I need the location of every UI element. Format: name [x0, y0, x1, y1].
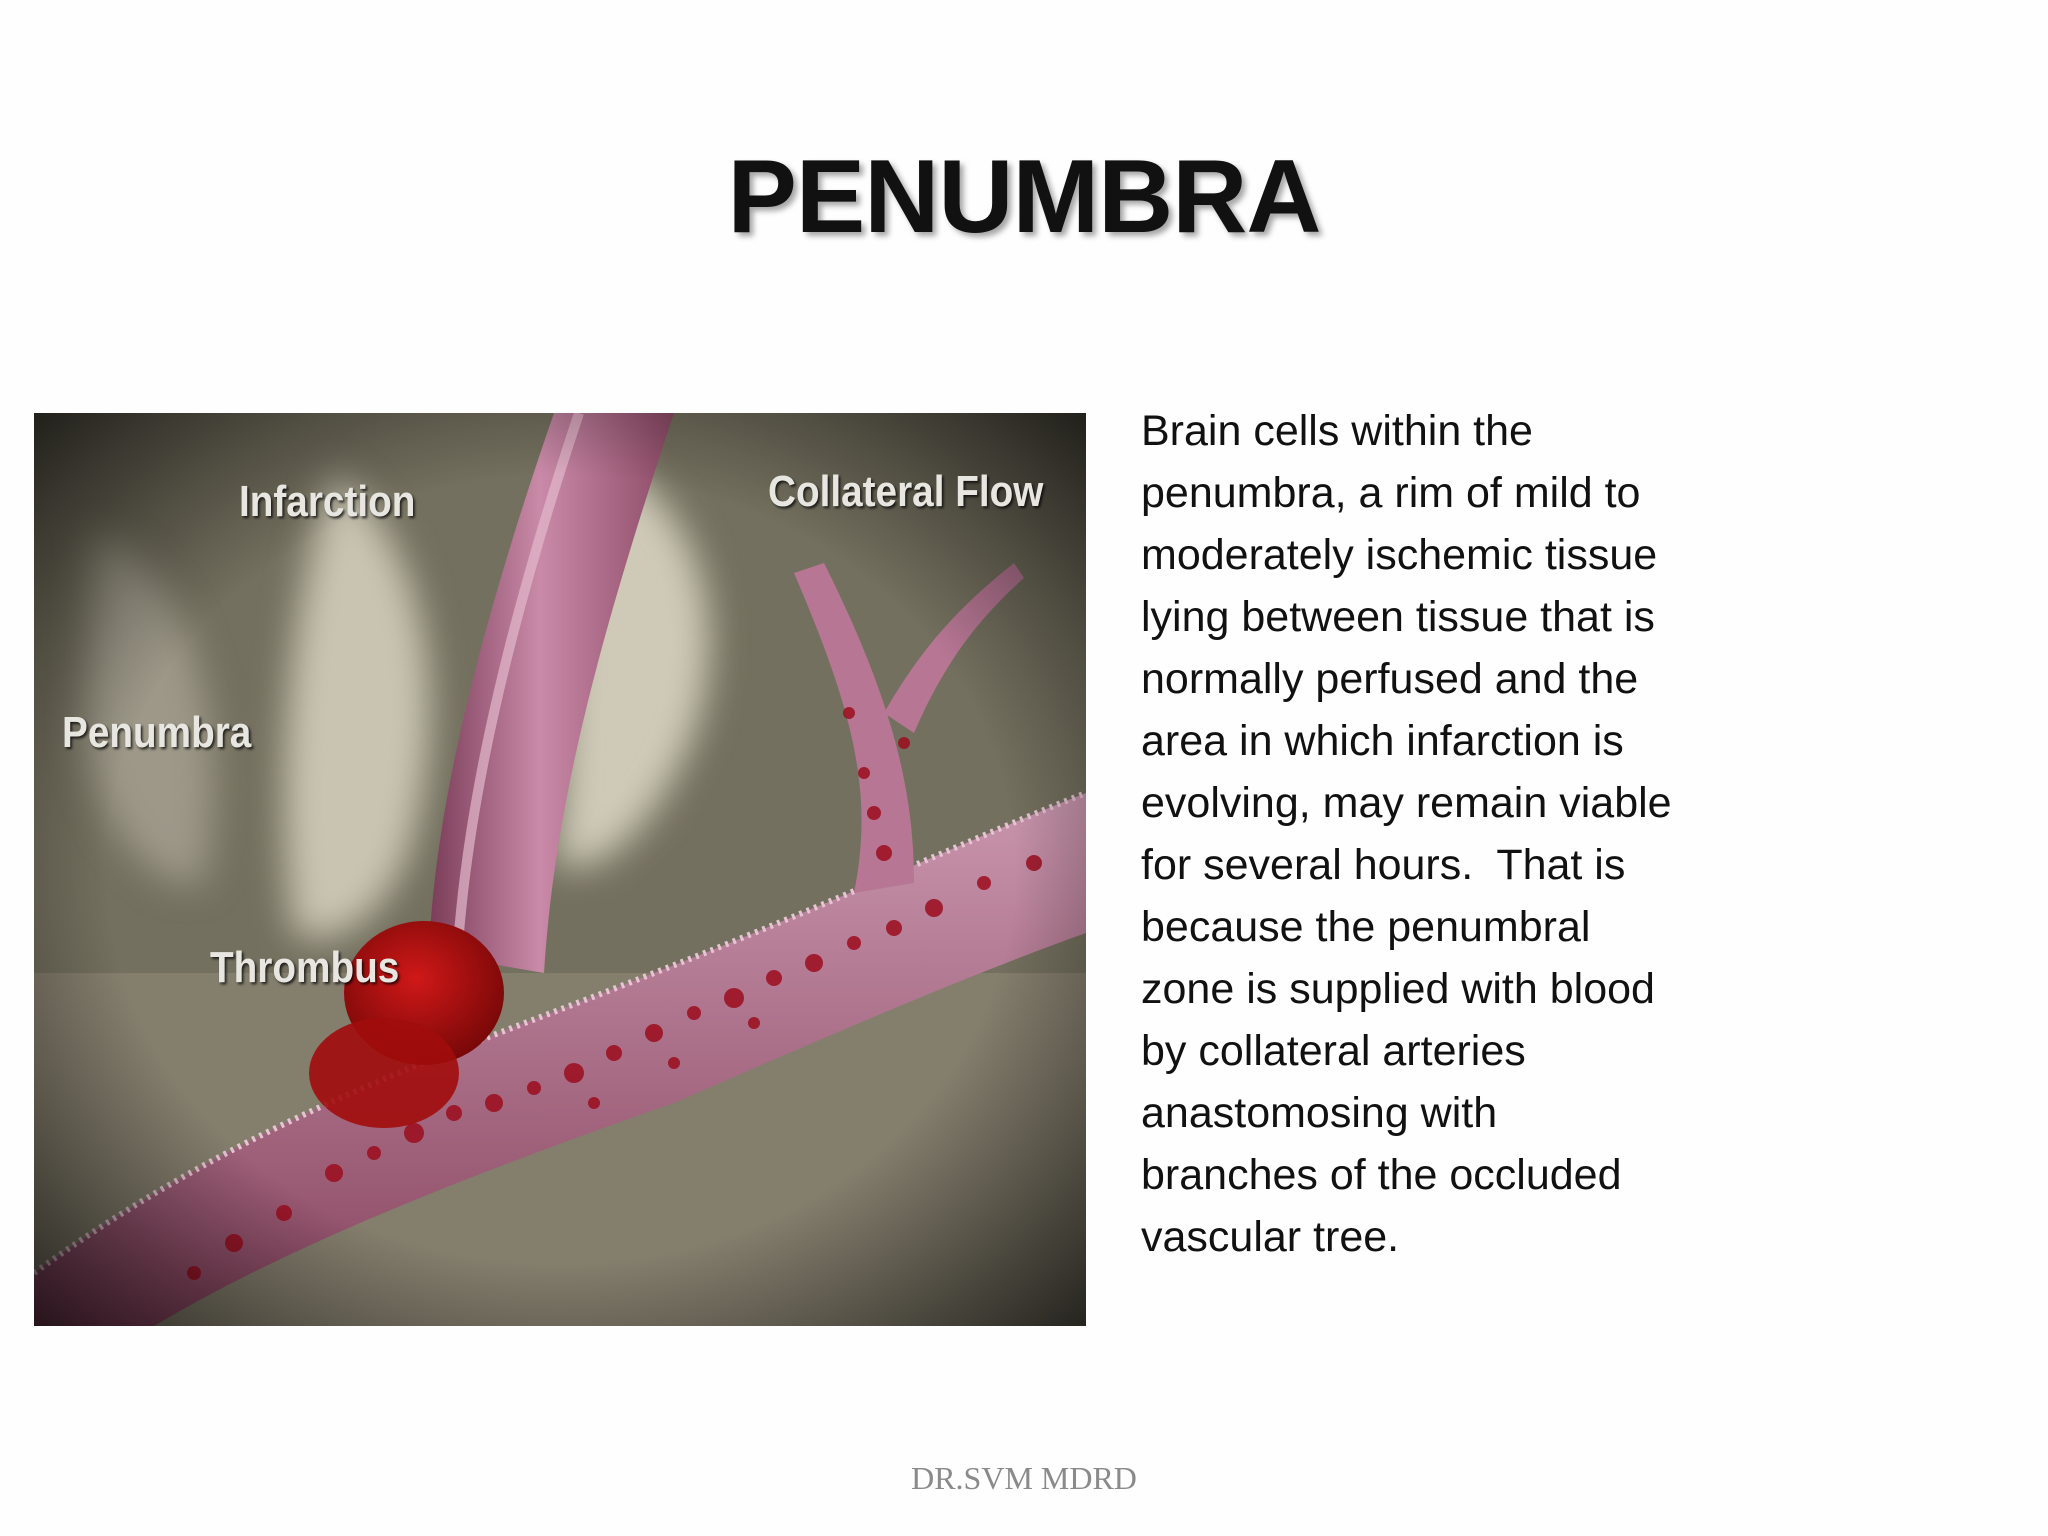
body-line: zone is supplied with blood: [1141, 965, 1655, 1013]
infarction-label: Infarction: [239, 477, 416, 526]
collateral-flow-label: Collateral Flow: [768, 467, 1044, 516]
body-line: lying between tissue that is: [1141, 593, 1655, 641]
body-line: because the penumbral: [1141, 903, 1591, 951]
body-line: for several hours. That is: [1141, 841, 1626, 889]
body-line: normally perfused and the: [1141, 655, 1639, 703]
body-line: area in which infarction is: [1141, 717, 1624, 765]
body-line: moderately ischemic tissue: [1141, 531, 1658, 579]
body-line: by collateral arteries: [1141, 1027, 1526, 1075]
thrombus-label: Thrombus: [210, 943, 400, 992]
penumbra-label: Penumbra: [62, 708, 252, 757]
body-line: evolving, may remain viable: [1141, 779, 1672, 827]
penumbra-illustration: [34, 413, 1086, 1326]
vessel-diagram: [34, 413, 1086, 1326]
body-line: Brain cells within the: [1141, 407, 1533, 455]
body-paragraph: [1141, 400, 1761, 1268]
slide-title: PENUMBRA: [727, 139, 1321, 255]
body-line: vascular tree.: [1141, 1213, 1400, 1261]
body-line: anastomosing with: [1141, 1089, 1498, 1137]
slide-footer: DR.SVM MDRD: [911, 1460, 1137, 1496]
body-line: branches of the occluded: [1141, 1151, 1622, 1199]
body-line: penumbra, a rim of mild to: [1141, 469, 1641, 517]
